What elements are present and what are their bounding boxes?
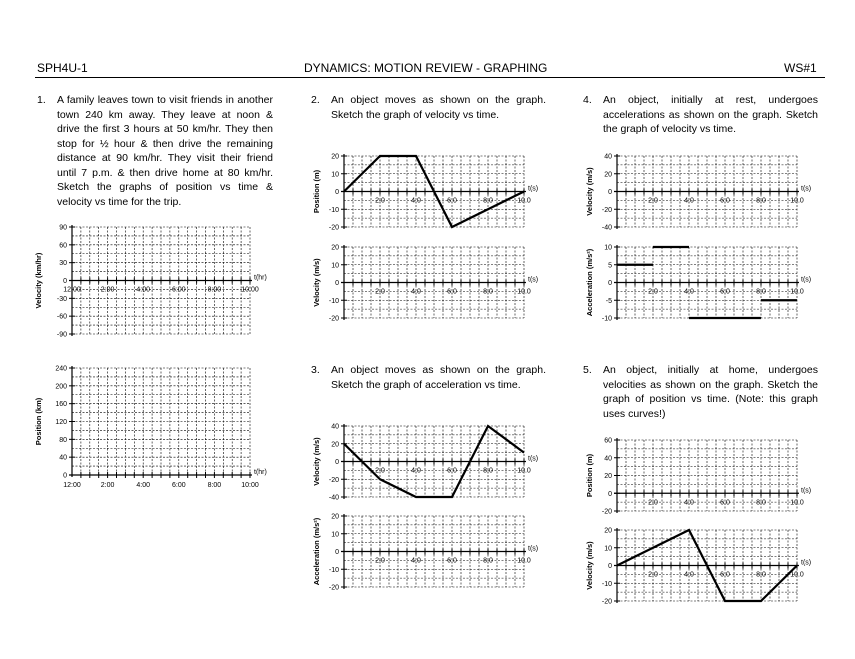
x-tick-label: 8.0 [756,197,766,205]
y-tick-label: 10 [331,262,339,270]
y-tick-label: 0 [608,490,612,498]
graph-q4-acceleration [585,245,811,323]
graph-q1-velocity [34,225,267,339]
y-tick-label: 0 [335,189,339,196]
y-tick-label: -20 [328,476,339,484]
y-tick-label: -10 [328,206,339,214]
x-tick-label: 10.0 [790,571,804,579]
y-axis-label: Velocity (m/s) [585,541,594,590]
x-tick-label: 6.0 [447,557,457,565]
y-tick-label: -20 [328,315,339,323]
y-axis-label: Position (m) [312,169,321,214]
graph-q3-acceleration [312,514,538,592]
y-tick-label: 120 [55,419,67,426]
y-tick-label: 0 [608,563,612,570]
x-tick-label: 8:00 [207,482,222,489]
question-text: An object, initially at rest, undergoes accelerations as shown on the graph. Sketch the graph of velocity vs time. [603,94,818,135]
x-tick-label: 6:00 [171,286,186,294]
y-tick-label: 20 [331,153,339,161]
y-tick-label: 200 [55,383,67,391]
question-text: An object moves as shown on the graph. Sketch the graph of velocity vs time. [331,94,546,121]
x-tick-label: 10.0 [790,499,804,507]
x-axis-label: t(hr) [254,274,267,282]
y-tick-label: -20 [601,206,612,214]
x-tick-label: 4.0 [411,557,421,565]
y-tick-label: -20 [601,508,612,516]
y-axis-label: Velocity (km/hr) [34,252,43,309]
x-axis-label: t(s) [801,559,812,567]
y-tick-label: 10 [331,531,339,539]
graph-q3-velocity [312,424,538,502]
question-text: An object, initially at home, undergoes velocities as shown on the graph. Sketch the graph of position vs time. (Note: this graph uses curves!) [603,364,818,420]
y-tick-label: 20 [604,473,612,480]
x-tick-label: 4.0 [684,288,694,296]
y-axis-label: Velocity (m/s) [585,167,594,216]
x-axis-label: t(s) [528,455,539,463]
x-tick-label: 6.0 [447,197,457,205]
y-tick-label: 30 [59,260,67,268]
y-tick-label: 20 [331,244,339,252]
x-tick-label: 4:00 [136,482,151,489]
y-tick-label: 0 [63,472,67,480]
x-tick-label: 2:00 [100,482,115,489]
x-axis-label: t(s) [801,276,812,284]
y-tick-label: 5 [608,262,612,270]
page-title: DYNAMICS: MOTION REVIEW - GRAPHING [304,61,548,75]
x-tick-label: 10:00 [241,286,259,294]
x-tick-label: 8:00 [207,286,222,294]
y-tick-label: -40 [601,224,612,232]
graph-q5-velocity [585,528,811,606]
x-axis-label: t(hr) [254,469,267,476]
y-tick-label: 90 [59,224,67,232]
x-tick-label: 12:00 [63,286,81,294]
x-tick-label: 8.0 [483,557,493,565]
y-tick-label: 10 [604,244,612,252]
y-axis-label: Position (m) [585,453,594,498]
x-tick-label: 4.0 [684,499,694,507]
question-text: An object moves as shown on the graph. Sketch the graph of acceleration vs time. [331,364,546,391]
y-tick-label: 20 [331,513,339,521]
x-tick-label: 4.0 [684,197,694,205]
y-tick-label: -60 [56,313,67,321]
x-tick-label: 12:00 [63,482,81,489]
y-axis-label: Acceleration (m/s²) [312,517,321,586]
y-tick-label: 60 [604,437,612,445]
x-tick-label: 6.0 [447,288,457,296]
y-tick-label: -10 [328,566,339,574]
y-tick-label: 0 [63,278,67,285]
y-tick-label: -20 [328,224,339,232]
graph-q2-velocity [312,245,538,323]
y-tick-label: 20 [331,441,339,449]
x-axis-label: t(s) [528,276,539,284]
x-tick-label: 10.0 [517,197,531,205]
y-tick-label: 0 [335,280,339,287]
y-tick-label: 60 [59,242,67,250]
y-axis-label: Position (km) [34,397,43,446]
y-tick-label: 0 [608,189,612,196]
x-tick-label: 4.0 [411,197,421,205]
y-tick-label: -10 [601,315,612,323]
x-tick-label: 2.0 [648,499,658,507]
x-tick-label: 6:00 [171,482,186,489]
x-tick-label: 8.0 [483,288,493,296]
y-tick-label: 40 [331,423,339,431]
y-tick-label: 160 [55,401,67,409]
x-tick-label: 8.0 [483,197,493,205]
x-tick-label: 6.0 [447,467,457,475]
x-tick-label: 4.0 [411,288,421,296]
graph-q4-velocity [585,154,811,232]
x-tick-label: 2:00 [100,286,115,294]
y-axis-label: Acceleration (m/s²) [585,248,594,317]
x-tick-label: 10.0 [517,467,531,475]
x-tick-label: 4.0 [411,467,421,475]
question-number: 4. [583,94,592,106]
y-tick-label: 80 [59,436,67,444]
y-axis-label: Velocity (m/s) [312,258,321,307]
question-text: A family leaves town to visit friends in another town 240 km away. They leave at noon & drive the first 3 hours at 50 km/hr. They then stop for ½ hour & then drive the remaining distance at 90 km/hr. They visit their friend until 7 p.m. & then drive home at 80 km/hr. Sketch the graphs of position vs time & velocity vs time for the trip. [57,94,273,208]
worksheet-number: WS#1 [784,61,817,75]
y-tick-label: 40 [59,454,67,462]
x-tick-label: 2.0 [375,197,385,205]
y-tick-label: 10 [331,171,339,179]
graph-q2-position [312,154,538,232]
x-tick-label: 10.0 [517,288,531,296]
x-tick-label: 8.0 [756,499,766,507]
x-tick-label: 2.0 [648,288,658,296]
x-tick-label: 6.0 [720,197,730,205]
x-tick-label: 8.0 [483,467,493,475]
y-tick-label: -40 [328,494,339,502]
x-tick-label: 2.0 [375,467,385,475]
graph-q1-position [34,366,267,490]
x-axis-label: t(s) [528,185,539,193]
y-tick-label: 0 [335,459,339,466]
y-tick-label: -20 [328,584,339,592]
y-tick-label: 0 [335,549,339,556]
x-axis-label: t(s) [801,185,812,193]
x-tick-label: 2.0 [648,197,658,205]
y-tick-label: 10 [604,545,612,553]
question-number: 1. [37,94,46,106]
x-tick-label: 8.0 [756,288,766,296]
question-number: 3. [311,364,320,376]
x-tick-label: 10.0 [790,288,804,296]
x-tick-label: 2.0 [375,557,385,565]
y-tick-label: 0 [608,280,612,287]
x-tick-label: 4:00 [136,286,151,294]
y-tick-label: 40 [604,153,612,161]
y-tick-label: -5 [605,297,612,305]
x-tick-label: 6.0 [720,288,730,296]
x-tick-label: 6.0 [720,571,730,579]
y-tick-label: -90 [56,331,67,339]
question-number: 5. [583,364,592,376]
y-tick-label: 240 [55,365,67,373]
x-tick-label: 4.0 [684,571,694,579]
y-tick-label: 20 [604,527,612,535]
y-tick-label: -10 [601,580,612,588]
x-tick-label: 2.0 [375,288,385,296]
x-tick-label: 8.0 [756,571,766,579]
x-tick-label: 10.0 [790,197,804,205]
x-tick-label: 2.0 [648,571,658,579]
y-axis-label: Velocity (m/s) [312,437,321,486]
x-axis-label: t(s) [528,545,539,553]
x-tick-label: 10.0 [517,557,531,565]
x-axis-label: t(s) [801,487,812,495]
y-tick-label: -30 [56,295,67,303]
y-tick-label: 20 [604,171,612,179]
y-tick-label: -20 [601,598,612,606]
question-number: 2. [311,94,320,106]
x-tick-label: 10:00 [241,482,259,489]
y-tick-label: -10 [328,297,339,305]
x-tick-label: 6.0 [720,499,730,507]
y-tick-label: 40 [604,455,612,463]
course-code: SPH4U-1 [37,61,88,75]
graph-q5-position [585,438,811,516]
